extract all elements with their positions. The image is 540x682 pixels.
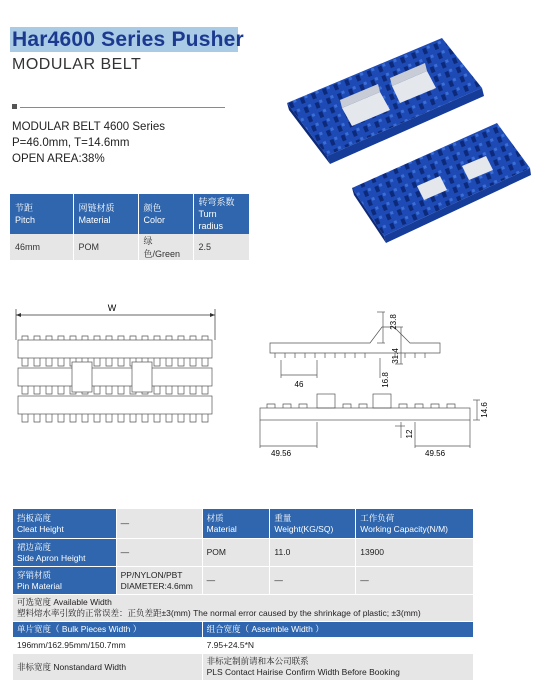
dim-height2: 31.4 (391, 348, 400, 364)
dim-thickness: 14.6 (480, 402, 489, 418)
color-value: 绿色/Green (138, 234, 193, 260)
page-subtitle: MODULAR BELT (12, 56, 142, 73)
pin-material-value: PP/NYLON/PBT DIAMETER:4.6mm (116, 567, 202, 595)
turn-radius-value: 2.5 (193, 234, 249, 260)
dim-right-length: 49.56 (425, 449, 446, 458)
belt-side-view-drawing (255, 298, 489, 463)
dim-left-length: 49.56 (271, 449, 292, 458)
available-width-note: 可选宽度 Available Width 塑料熔水率引致的正常误差：正负差距±3(mm) The normal error caused by the shrinkage of plastic; ±3(mm) (13, 595, 474, 622)
single-width-value: 196mm/162.95mm/150.7mm (13, 638, 203, 654)
nonstandard-width: 非标宽度 Nonstandard Width (13, 654, 203, 681)
dim-height1: 23.8 (389, 314, 398, 330)
material-label: 材质 Material (202, 509, 270, 539)
pitch-value: 46mm (10, 234, 73, 260)
capacity-value: 13900 (356, 539, 474, 567)
assemble-width-value: 7.95+24.5*N (202, 638, 473, 654)
cleat-height-label: 挡板高度 Cleat Height (13, 509, 117, 539)
pin-col5: — (356, 567, 474, 595)
pin-material-label: 穿销材质 Pin Material (13, 567, 117, 595)
pin-col3: — (202, 567, 270, 595)
spec-series: MODULAR BELT 4600 Series (12, 121, 165, 133)
width-label: W (107, 303, 117, 313)
apron-value: — (116, 539, 202, 567)
weight-value: 11.0 (270, 539, 356, 567)
single-width-header: 单片宽度（ Bulk Pieces Width ） (13, 622, 203, 638)
rule-bullet (12, 104, 17, 109)
material-value: POM (73, 234, 138, 260)
pin-col4: — (270, 567, 356, 595)
specification-table (12, 508, 474, 681)
assemble-width-header: 组合宽度（ Assemble Width ） (202, 622, 473, 638)
weight-label: 重量 Weight(KG/SQ) (270, 509, 356, 539)
cleat-height-value: — (116, 509, 202, 539)
pitch-header: 节距 Pitch (10, 194, 73, 234)
spec-dimensions: P=46.0mm, T=14.6mm (12, 137, 130, 149)
material-header: 网链材质 Material (73, 194, 138, 234)
color-header: 颜色 Color (138, 194, 193, 234)
apron-label: 裙边高度 Side Apron Height (13, 539, 117, 567)
booking-note: 非标定制前请和本公司联系 PLS Contact Hairise Confirm Width Before Booking (202, 654, 473, 681)
dim-height3: 16.8 (381, 372, 390, 388)
rule-line (20, 107, 225, 108)
belt-top-view-drawing (12, 300, 222, 440)
pitch-table (10, 194, 250, 260)
material-value: POM (202, 539, 270, 567)
belt-product-photo (282, 28, 532, 248)
dim-gap: 12 (405, 429, 414, 439)
capacity-label: 工作负荷 Working Capacity(N/M) (356, 509, 474, 539)
page-title: Har4600 Series Pusher (12, 28, 244, 51)
turn-radius-header: 转弯系数 Turn radius (193, 194, 249, 234)
spec-open-area: OPEN AREA:38% (12, 153, 105, 165)
dim-pitch: 46 (294, 380, 304, 389)
